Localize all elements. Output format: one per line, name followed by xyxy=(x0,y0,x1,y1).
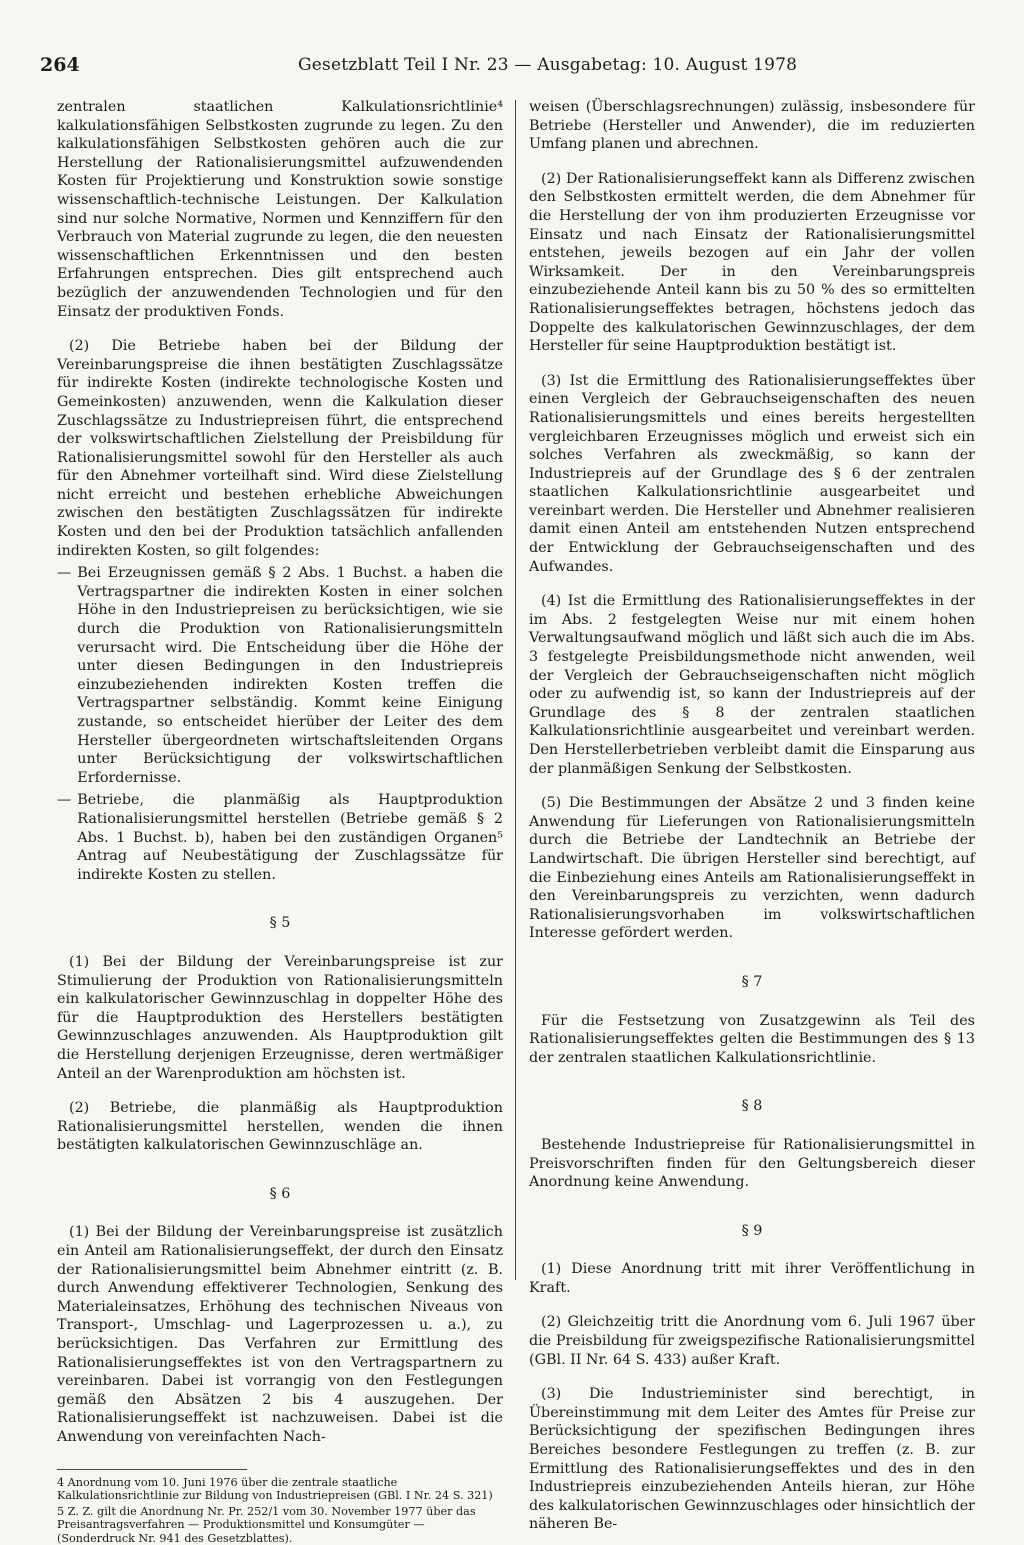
list-item xyxy=(57,791,503,884)
section-heading-7: § 7 xyxy=(741,973,763,990)
running-head: Gesetzblatt Teil I Nr. 23 — Ausgabetag: 10. August 1978 xyxy=(298,55,798,75)
dash-bullet: — xyxy=(57,792,72,809)
paragraph-7: Für die Festsetzung von Zusatzgewinn als Teil des Rationalisierungseffektes gelten die Bestimmungen des § 13 der zentralen staatlichen Kalkulationsrichtlinie. xyxy=(529,1012,975,1066)
list-item-text: Betriebe, die planmäßig als Hauptproduktion Rationalisierungsmittel herstellen (Betriebe gemäß § 2 Abs. 1 Buchst. b), haben bei den zuständigen Organen⁵ Antrag auf Neubestätigung der Zuschlagssätze für indirekte Kosten zu stellen. xyxy=(77,792,503,883)
paragraph-6-4: (4) Ist die Ermittlung des Rationalisierungseffektes in der im Abs. 2 festgelegten Weise nur mit einem hohen Verwaltungsaufwand möglich und läßt sich auch die im Abs. 3 festgelegte Preisbildungsmethode nicht anwenden, weil der Vergleich der Gebrauchseigenschaften nicht möglich oder zu aufwendig ist, so kann der Industriepreis auf der Grundlage des § 8 der zentralen staatlichen Kalkulationsrichtlinie ausgearbeitet und vereinbart werden. Den Herstellerbetrieben verbleibt damit die Einsparung aus der planmäßigen Senkung der Selbstkosten. xyxy=(529,593,975,777)
paragraph-6-1-continued: weisen (Überschlagsrechnungen) zulässig, insbesondere für Betriebe (Hersteller und Anwender), die im reduzierten Umfang planen und abrechnen. xyxy=(529,99,975,153)
dash-bullet: — xyxy=(57,565,72,582)
column-divider xyxy=(515,100,516,1280)
paragraph-4-2: (2) Die Betriebe haben bei der Bildung der Vereinbarungspreise die ihnen bestätigten Zuschlagssätze für indirekte Kosten (indirekte technologische Kosten und Gemeinkosten) anzuwenden, wenn die Kalkulation dieser Zuschlagssätze zu Industriepreisen führt, die entsprechend der volkswirtschaftlichen Zielstellung der Preisbildung für Rationalisierungsmittel sowohl für den Hersteller als auch für den Abnehmer vorteilhaft sind. Wird diese Zielstellung nicht erreicht und bestehen erhebliche Abweichungen zwischen den bestätigten Zuschlagssätzen für indirekte Kosten und den bei der Produktion tatsächlich anfallenden indirekten Kosten, so gilt folgendes: xyxy=(57,338,503,559)
section-heading-6: § 6 xyxy=(269,1185,291,1202)
page-header xyxy=(40,54,992,82)
paragraph-5-1: (1) Bei der Bildung der Vereinbarungspreise ist zur Stimulierung der Produktion von Rationalisierungsmitteln ein kalkulatorischer Gewinnzuschlag in doppelter Höhe des für die Hauptproduktion des Herstellers bestätigten Gewinnzuschlages anzuwenden. Als Hauptproduktion gilt die Herstellung derjenigen Erzeugnisse, deren wertmäßiger Anteil an der Warenproduktion am höchsten ist. xyxy=(57,953,503,1082)
list-item xyxy=(57,564,503,787)
footnote-5: 5 Z. Z. gilt die Anordnung Nr. Pr. 252/1 vom 30. November 1977 über das Preisantragsverfahren — Produktionsmittel und Konsumgüter — (Sonderdruck Nr. 941 des Gesetzblattes). xyxy=(57,1504,476,1545)
paragraph-9-2: (2) Gleichzeitig tritt die Anordnung vom 6. Juli 1967 über die Preisbildung für zweigspezifische Rationalisierungsmittel (GBl. II Nr. 64 S. 433) außer Kraft. xyxy=(529,1314,975,1368)
paragraph-6-2: (2) Der Rationalisierungseffekt kann als Differenz zwischen den Selbstkosten ermittelt werden, die dem Abnehmer für die Herstellung der von ihm produzierten Erzeugnisse vor Einsatz und nach Einsatz der Rationalisierungsmittel entstehen, jeweils bezogen auf ein Jahr der vollen Wirksamkeit. Der in den Vereinbarungspreis einzubeziehende Anteil kann bis zu 50 % des so ermittelten Rationalisierungseffektes betragen, höchstens jedoch das Doppelte des kalkulatorischen Gewinnzuschlages, der dem Hersteller für seine Hauptproduktion bestätigt ist. xyxy=(529,170,975,355)
paragraph-6-3: (3) Ist die Ermittlung des Rationalisierungseffektes über einen Vergleich der Gebrauchseigenschaften des neuen Rationalisierungsmittels und eines bereits hergestellten vergleichbaren Erzeugnisses möglich und erweist sich ein solches Verfahren als zweckmäßig, so kann der Industriepreis auf der Grundlage des § 6 der zentralen staatlichen Kalkulationsrichtlinie ausgearbeitet und vereinbart werden. Die Hersteller und Abnehmer realisieren damit einen Anteil am entstehenden Nutzen entsprechend der Entwicklung der Gebrauchseigenschaften und des Aufwandes. xyxy=(529,372,975,575)
paragraph-5-2: (2) Betriebe, die planmäßig als Hauptproduktion Rationalisierungsmittel herstellen, wenden die ihnen bestätigten kalkulatorischen Gewinnzuschläge an. xyxy=(57,1100,503,1154)
left-column xyxy=(57,98,503,1545)
paragraph-9-1: (1) Diese Anordnung tritt mit ihrer Veröffentlichung in Kraft. xyxy=(529,1261,975,1296)
paragraph-8: Bestehende Industriepreise für Rationalisierungsmittel in Preisvorschriften finden für den Geltungsbereich dieser Anordnung keine Anwendung. xyxy=(529,1136,975,1191)
section-heading-8: § 8 xyxy=(741,1098,763,1115)
right-column xyxy=(529,98,975,1534)
list-item-text: Bei Erzeugnissen gemäß § 2 Abs. 1 Buchst. a haben die Vertragspartner die indirekten Kosten in einer solchen Höhe in den Industriepreisen zu berücksichtigen, wie sie durch die Produktion von Rationalisierungsmitteln verursacht wird. Die Entscheidung über die Höhe der unter diesen Bedingungen in den Industriepreis einzubeziehenden indirekten Kosten treffen die Vertragspartner selbständig. Kommt keine Einigung zustande, so entscheidet hierüber der Leiter des dem Hersteller übergeordneten wirtschaftsleitenden Organs unter Berücksichtigung der volkswirtschaftlichen Erfordernisse. xyxy=(77,565,503,786)
section-heading-5: § 5 xyxy=(269,915,291,932)
paragraph-6-1: (1) Bei der Bildung der Vereinbarungspreise ist zusätzlich ein Anteil am Rationalisierungseffekt, der durch den Einsatz der Rationalisierungsmittel beim Abnehmer eintritt (z. B. durch Anwendung effektiverer Technologien, Senkung des Materialeinsatzes, Erhöhung des technischen Niveaus von Transport-, Umschlag- und Lagerprozessen u. a.), zu berücksichtigen. Das Verfahren zur Ermittlung des Rationalisierungseffektes ist von den Vertragspartnern zu vereinbaren. Dabei ist vorrangig von den Festlegungen gemäß den Absätzen 2 bis 4 auszugehen. Der Rationalisierungseffekt ist nachzuweisen. Dabei ist die Anwendung von vereinfachten Nach- xyxy=(57,1224,503,1445)
paragraph-continued: zentralen staatlichen Kalkulationsrichtlinie⁴ kalkulationsfähigen Selbstkosten zugrunde zu legen. Zu den kalkulationsfähigen Selbstkosten gehören auch die zur Herstellung der Rationalisierungsmittel aufzuwendenden Kosten für Projektierung und Konstruktion sowie sonstige wissenschaftlich-technische Leistungen. Der Kalkulation sind nur solche Normative, Normen und Kennziffern für den Verbrauch von Material zugrunde zu legen, die den neuesten wissenschaftlichen Erkenntnissen und den besten Erfahrungen entsprechen. Dies gilt entsprechend auch bezüglich der anzuwendenden Technologien und für den Einsatz der produktiven Fonds. xyxy=(57,99,503,320)
page-number: 264 xyxy=(40,54,80,76)
footnote-rule xyxy=(57,1469,247,1470)
section-heading-9: § 9 xyxy=(741,1222,763,1239)
paragraph-9-3: (3) Die Industrieminister sind berechtigt, in Übereinstimmung mit dem Leiter des Amtes für Preise zur Berücksichtigung der spezifischen Bedingungen ihres Bereiches besondere Festlegungen zu treffen (z. B. zur Ermittlung des Rationalisierungseffektes und des in den Industriepreis einzubeziehenden Anteils hieran, zur Höhe des kalkulatorischen Gewinnzuschlages oder hinsichtlich der näheren Be- xyxy=(529,1386,975,1533)
paragraph-6-5: (5) Die Bestimmungen der Absätze 2 und 3 finden keine Anwendung für Lieferungen von Rationalisierungsmitteln durch die Betriebe der Landtechnik an Betriebe der Landwirtschaft. Die übrigen Hersteller sind berechtigt, auf die Einbeziehung eines Anteils am Rationalisierungseffekt in den Vereinbarungspreis zu verzichten, wenn dadurch Rationalisierungsvorhaben im volkswirtschaftlichen Interesse gefördert werden. xyxy=(529,795,975,942)
footnote-4: 4 Anordnung vom 10. Juni 1976 über die zentrale staatliche Kalkulationsrichtlinie zur Bildung von Industriepreisen (GBl. I Nr. 24 S. 321) xyxy=(57,1475,493,1503)
